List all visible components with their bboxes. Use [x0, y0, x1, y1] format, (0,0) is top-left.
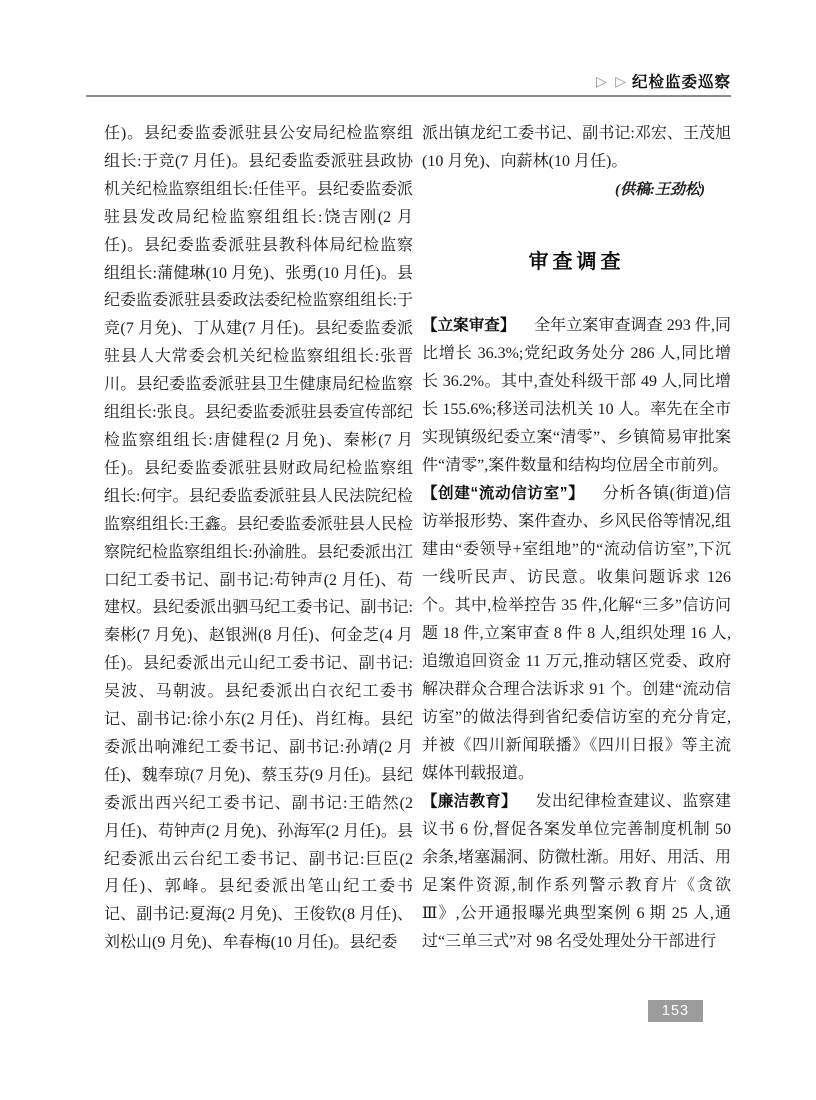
entry-text: 分析各镇(街道)信访举报形势、案件查办、乡风民俗等情况,组建由“委领导+室组地”的“流动信访室”,下沉一线听民声、访民意。收集问题诉求 126 个。其中,检举控告 35 件,化解“三多”信访问题 18 件,立案审查 8 件 8 人,组织处理 16 人,追缴追回资金 11 万元,推动辖区党委、政府解决群众合理合法诉求 91 个。创建“流动信访室”的做法得到省纪委信访室的充分肯定,并被《四川新闻联播》《四川日报》等主流媒体刊载报道。 — [422, 485, 731, 782]
left-column-text: 任)。县纪委监委派驻县公安局纪检监察组组长:于竞(7 月任)。县纪委监委派驻县政协机关纪检监察组组长:任佳平。县纪委监委派驻县发改局纪检监察组组长:饶吉刚(2 月任)。县纪委监委派驻县教科体局纪检监察组组长:蒲健琳(10 月免)、张勇(10 月任)。县纪委监委派驻县委政法委纪检监察组组长:于竞(7 月免)、丁从建(7 月任)。县纪委监委派驻县人大常委会机关纪检监察组组长:张晋川。县纪委监委派驻县卫生健康局纪检监察组组长:张良。县纪委监委派驻县委宣传部纪检监察组组长:唐健程(2 月免)、秦彬(7 月任)。县纪委监委派驻县财政局纪检监察组组长:何宇。县纪委监委派驻县人民法院纪检监察组组长:王鑫。县纪委监委派驻县人民检察院纪检监察组组长:孙渝胜。县纪委派出江口纪工委书记、副书记:苟钟声(2 月任)、苟建权。县纪委派出驷马纪工委书记、副书记:秦彬(7 月免)、赵银洲(8 月任)、何金芝(4 月任)。县纪委派出元山纪工委书记、副书记:吴波、马朝波。县纪委派出白衣纪工委书记、副书记:徐小东(2 月任)、肖红梅。县纪委派出响滩纪工委书记、副书记:孙靖(2 月任)、魏奉琼(7 月免)、蔡玉芬(9 月任)。县纪委派出西兴纪工委书记、副书记:王皓然(2 月任)、苟钟声(2 月免)、孙海军(2 月任)。县纪委派出云台纪工委书记、副书记:巨臣(2 月任)、郭峰。县纪委派出笔山纪工委书记、副书记:夏海(2 月免)、王俊钦(8 月任)、刘松山(9 月免)、牟春梅(10 月任)。县纪委 — [104, 125, 413, 952]
header-rule — [86, 95, 731, 97]
entry-integrity-education — [422, 788, 731, 956]
double-triangle-icon: ▷ ▷ — [596, 74, 628, 90]
running-head-title: 纪检监委巡察 — [631, 74, 731, 91]
entry-label: 【廉洁教育】 — [422, 793, 517, 810]
page-number-badge: 153 — [648, 1000, 703, 1022]
entry-text: 发出纪律检查建议、监察建议书 6 份,督促各案发单位完善制度机制 50 余条,堵塞漏洞、防微杜渐。用好、用活、用足案件资源,制作系列警示教育片《贪欲Ⅲ》,公开通报曝光典型案例 6 期 25 人,通过“三单三式”对 98 名受处理处分干部进行 — [422, 793, 731, 950]
entry-label: 【创建“流动信访室”】 — [422, 485, 585, 502]
running-head — [86, 70, 731, 94]
entry-case-review — [422, 312, 731, 480]
entry-text: 全年立案审查调查 293 件,同比增长 36.3%;党纪政务处分 286 人,同比增长 36.2%。其中,查处科级干部 49 人,同比增长 155.6%;移送司法机关 10 人。率先在全市实现镇级纪委立案“清零”、乡镇简易审批案件“清零”,案件数量和结构均位居全市前列。 — [422, 317, 731, 474]
section-title: 审查调查 — [528, 251, 625, 273]
contributor-byline: (供稿:王劲松) — [615, 182, 705, 198]
right-column — [422, 120, 731, 995]
entry-mobile-petition-office — [422, 480, 731, 788]
left-column — [104, 120, 413, 995]
entry-label: 【立案审查】 — [422, 317, 516, 334]
continuation-text: 派出镇龙纪工委书记、副书记:邓宏、王茂旭(10 月免)、向薪林(10 月任)。 — [422, 125, 731, 170]
